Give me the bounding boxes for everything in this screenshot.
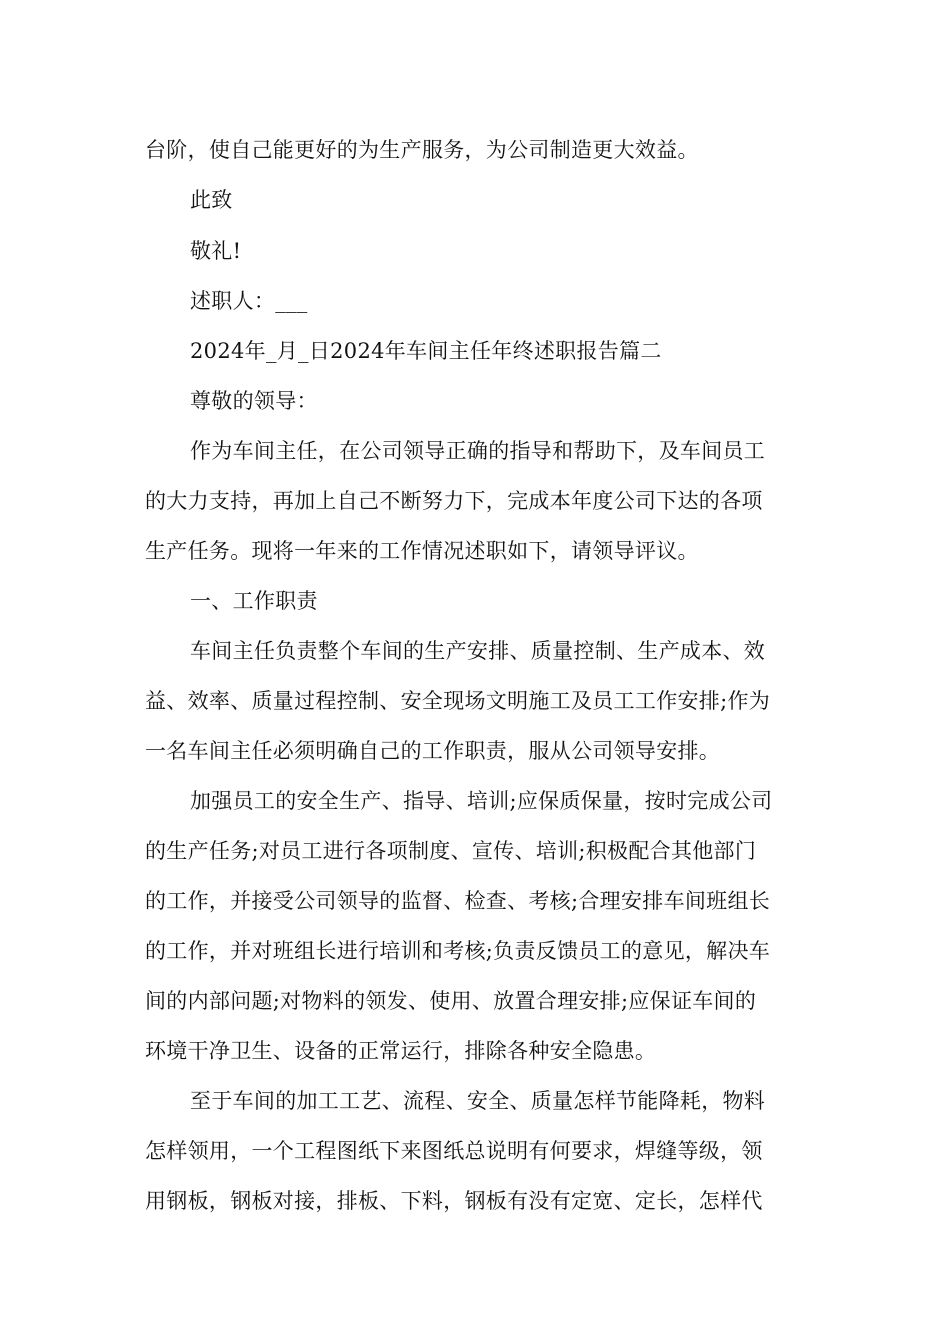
section-heading: 一、工作职责 [190,589,318,613]
date-and-title-line: 2024年_月_日2024年车间主任年终述职报告篇二 [190,339,662,363]
paragraph-line: 的工作，并接受公司领导的监督、检查、考核;合理安排车间班组长 [145,889,771,913]
text-line: 台阶，使自己能更好的为生产服务，为公司制造更大效益。 [145,138,699,162]
paragraph-line: 的生产任务;对员工进行各项制度、宣传、培训;积极配合其他部门 [145,839,757,863]
closing-regards: 敬礼! [190,239,242,263]
paragraph-line: 的工作，并对班组长进行培训和考核;负责反馈员工的意见，解决车 [145,939,771,963]
paragraph-line: 加强员工的安全生产、指导、培训;应保质保量，按时完成公司 [190,789,773,813]
paragraph-line: 用钢板，钢板对接，排板、下料，钢板有没有定宽、定长，怎样代 [145,1189,763,1213]
paragraph-line: 生产任务。现将一年来的工作情况述职如下，请领导评议。 [145,539,699,563]
paragraph-line: 益、效率、质量过程控制、安全现场文明施工及员工工作安排;作为 [145,689,771,713]
greeting: 尊敬的领导： [190,389,318,413]
paragraph-line: 的大力支持，再加上自己不断努力下，完成本年度公司下达的各项 [145,489,763,513]
closing-salutation: 此致 [190,188,233,212]
paragraph-line: 间的内部问题;对物料的领发、使用、放置合理安排;应保证车间的 [145,989,757,1013]
paragraph-line: 车间主任负责整个车间的生产安排、质量控制、生产成本、效 [190,639,766,663]
paragraph-line: 作为车间主任，在公司领导正确的指导和帮助下，及车间员工 [190,439,766,463]
paragraph-line: 一名车间主任必须明确自己的工作职责，服从公司领导安排。 [145,739,721,763]
paragraph-line: 环境干净卫生、设备的正常运行，排除各种安全隐患。 [145,1039,657,1063]
signature-line: 述职人：___ [190,289,308,313]
paragraph-line: 怎样领用，一个工程图纸下来图纸总说明有何要求，焊缝等级，领 [145,1139,763,1163]
paragraph-line: 至于车间的加工工艺、流程、安全、质量怎样节能降耗，物料 [190,1089,766,1113]
